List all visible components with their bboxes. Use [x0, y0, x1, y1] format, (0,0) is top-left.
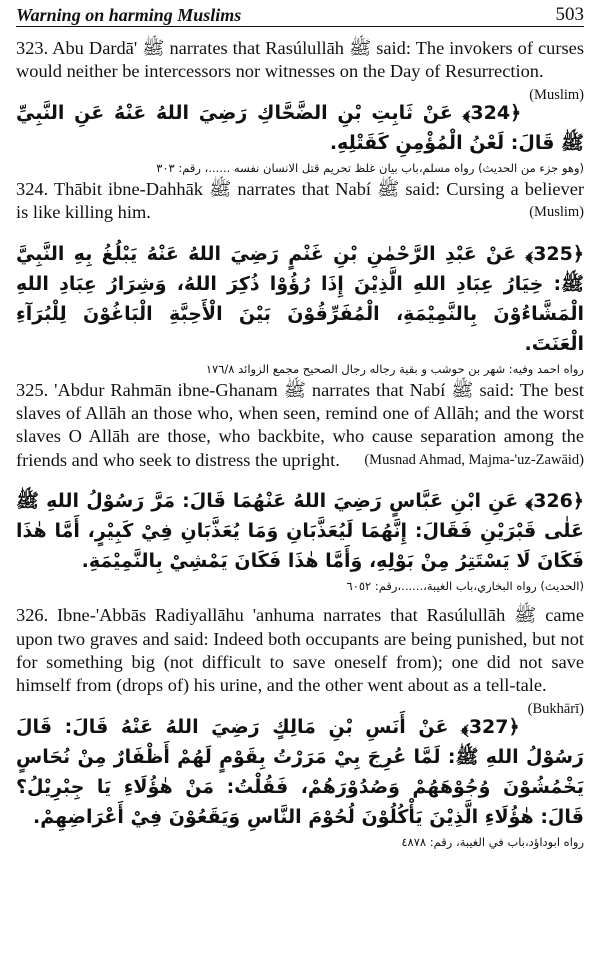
page-number: 503	[555, 4, 584, 25]
hadith-325-text: 325. 'Abdur Rahmān ibne-Ghanam ﷺ narrates that Nabí ﷺ said: The best slaves of Allāh an those who, when seen, remind one of Allāh; and the worst slaves O Allāh are those, who backbite, who cause separation among the friends and who seek to distress the upright.	[16, 379, 584, 470]
hadith-326-translation	[16, 604, 584, 717]
hadith-323-translation	[16, 37, 584, 103]
hadith-323-source: (Muslim)	[529, 86, 584, 103]
hadith-326-source: (Bukhārī)	[527, 700, 584, 717]
hadith-325-translation	[16, 379, 584, 473]
hadith-327-arabic: ﴿327﴾ عَنْ أَنَسِ بْنِ مَالِكٍ رَضِيَ اللهُ عَنْهُ قَالَ: قَالَ رَسُوْلُ اللهِ ﷺ: لَمَّا عُرِجَ بِيْ مَرَرْتُ بِقَوْمٍ لَهُمْ أَظْفَارٌ مِنْ نُحَاسٍ يَخْمُشُوْنَ وُجُوْهَهُمْ وَصُدُوْرَهُمْ، فَقُلْتُ: مَنْ هٰؤُلَاءِ يَا جِبْرِيْلُ؟ قَالَ: هٰؤُلَاءِ الَّذِيْنَ يَأْكُلُوْنَ لُحُوْمَ النَّاسِ وَيَقَعُوْنَ فِيْ أَعْرَاضِهِمْ.	[16, 715, 584, 828]
hadith-326-reference: (الحديث) رواه البخاري،باب الغيبة،......،رقم: ٦٠٥٢	[346, 579, 584, 594]
hadith-327-reference: رواه ابوداؤد،باب في الغيبة، رقم: ٤٨٧٨	[401, 834, 584, 849]
hadith-326-text: 326. Ibne-'Abbās Radiyallāhu 'anhuma narrates that Rasúlullāh ﷺ came upon two graves and said: Indeed both occupants are being punished, but not for something big (not difficult to save oneself from); one did not save himself from (drops of) his urine, and the other went about as a tell-tale.	[16, 605, 584, 696]
hadith-326-arabic: ﴿326﴾ عَنِ ابْنِ عَبَّاسٍ رَضِيَ اللهُ عَنْهُمَا قَالَ: مَرَّ رَسُوْلُ اللهِ ﷺ عَلٰى قَبْرَيْنِ فَقَالَ: إِنَّهُمَا لَيُعَذَّبَانِ وَمَا يُعَذَّبَانِ فِيْ كَبِيْرٍ، أَمَّا هٰذَا فَكَانَ لَا يَسْتَتِرُ مِنْ بَوْلِهِ، وَأَمَّا هٰذَا فَكَانَ يَمْشِيْ بِالنَّمِيْمَةِ.	[16, 490, 584, 573]
hadith-324-source: (Muslim)	[529, 204, 584, 221]
hadith-324-arabic: ﴿324﴾ عَنْ ثَابِتِ بْنِ الضَّحَّاكِ رَضِيَ اللهُ عَنْهُ عَنِ النَّبِيِّ ﷺ قَالَ: لَعْنُ الْمُؤْمِنِ كَقَتْلِهِ.	[16, 101, 584, 154]
hadith-325-reference: رواه احمد وفيه: شهر بن حوشب و بقية رجاله رجال الصحيح مجمع الزوائد ١٧٦/٨	[205, 361, 584, 376]
hadith-324-translation	[16, 178, 584, 225]
hadith-325-arabic: ﴿325﴾ عَنْ عَبْدِ الرَّحْمٰنِ بْنِ غَنْمٍ رَضِيَ اللهُ عَنْهُ يَبْلُغُ بِهِ النَّبِيَّ ﷺ: خِيَارُ عِبَادِ اللهِ الَّذِيْنَ إِذَا رُؤُوْا ذُكِرَ اللهُ، وَشِرَارُ عِبَادِ اللهِ الْمَشَّاءُوْنَ بِالنَّمِيْمَةِ، الْمُفَرِّقُوْنَ بَيْنَ الْأَحِبَّةِ الْبَاغُوْنَ لِلْبُرَآءِ الْعَنَتَ.	[16, 242, 584, 355]
hadith-324-text: 324. Thābit ibne-Dahhāk ﷺ narrates that Nabí ﷺ said: Cursing a believer is like killing him.	[16, 178, 584, 223]
hadith-325-source: (Musnad Ahmad, Majma-'uz-Zawāid)	[364, 451, 584, 468]
page-header	[16, 0, 584, 27]
hadith-323-text: 323. Abu Dardā' ﷺ narrates that Rasúlullāh ﷺ said: The invokers of curses would neither be intercessors nor witnesses on the Day of Resurrection.	[16, 38, 584, 82]
hadith-324-reference: (وهو جزء من الحديث) رواه مسلم،باب بيان غلظ تحريم قتل الانسان نفسه ......، رقم: ٣٠٣	[156, 160, 584, 175]
chapter-title: Warning on harming Muslims	[16, 5, 242, 25]
